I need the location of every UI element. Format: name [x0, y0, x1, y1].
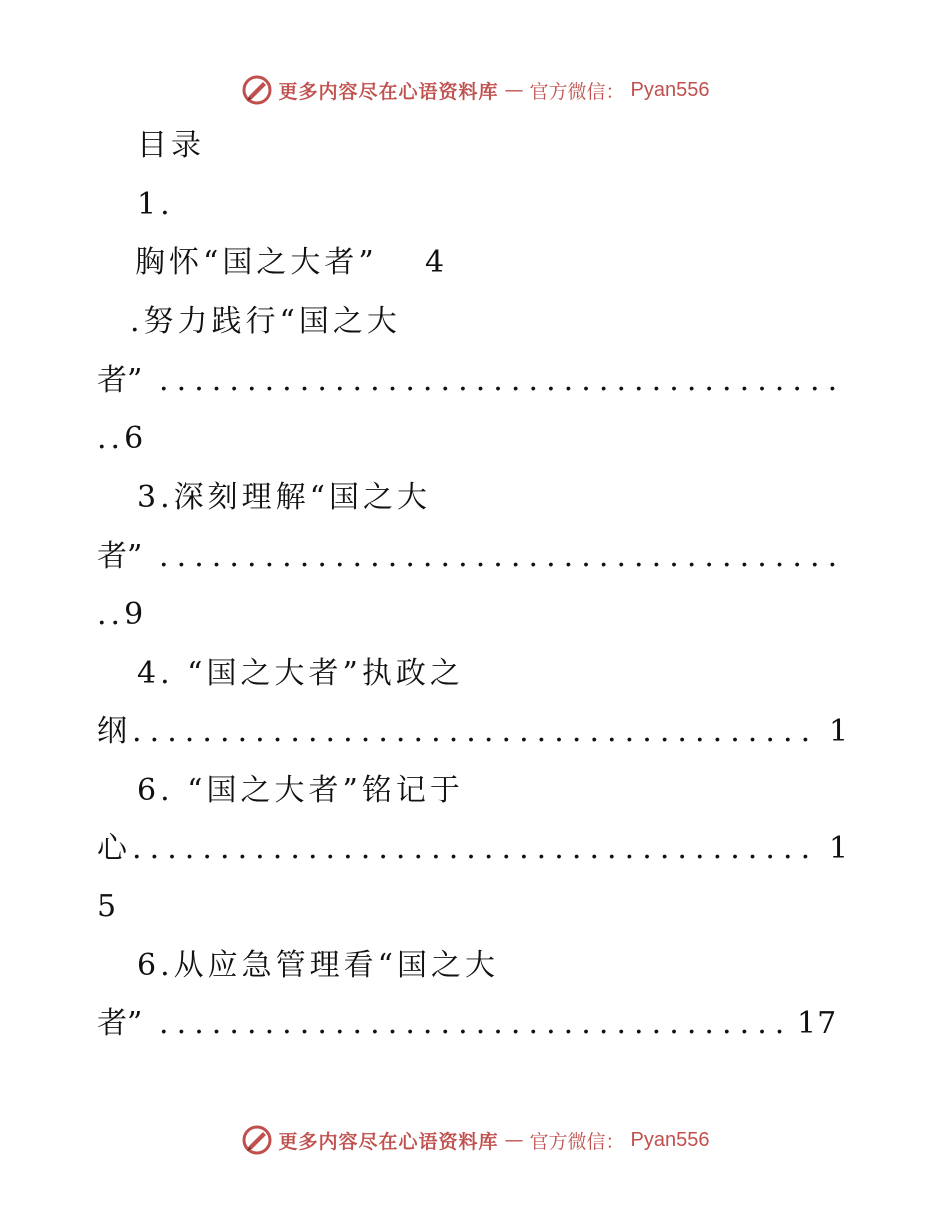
toc-entry-5-number: 6.: [137, 773, 174, 808]
pen-logo-icon: [241, 74, 273, 106]
toc-entry-2-leader-dots: . . . . . . . . . . . . . . . . . . . . . . . . . . . . . . . . . . . . . . .: [159, 363, 838, 398]
toc-entry-6-leader-dots: . . . . . . . . . . . . . . . . . . . . . . . . . . . . . . . . . . . .: [159, 1006, 785, 1041]
toc-entry-5-page-wrap: 5: [97, 889, 117, 924]
toc-entry-6-title-line[interactable]: [137, 946, 499, 986]
toc-entry-4-title: “国之大者”执政之: [187, 656, 464, 691]
toc-entry-6-number: 6.: [137, 948, 174, 983]
toc-entry-5-leader-dots: . . . . . . . . . . . . . . . . . . . . . . . . . . . . . . . . . . . . . . .: [132, 831, 811, 866]
toc-entry-3-title-line[interactable]: [137, 478, 431, 518]
toc-entry-3-page: ..9: [97, 597, 148, 632]
banner-separator: —: [504, 79, 524, 101]
toc-entry-2-title-line[interactable]: [130, 302, 401, 342]
banner-wechat-label: 官方微信：: [529, 80, 625, 103]
banner-wechat-label: 官方微信：: [529, 1130, 625, 1153]
toc-heading: 目录: [137, 128, 205, 163]
header-watermark-banner: [0, 70, 950, 110]
toc-entry-6-page: 17: [797, 1006, 838, 1041]
banner-wechat-id: Pyan556: [630, 78, 710, 101]
banner-separator: —: [504, 1129, 524, 1151]
toc-entry-2-tail: 者”: [97, 363, 143, 398]
toc-entry-6-tail: 者”: [97, 1006, 143, 1041]
toc-entry-3-tail: 者”: [97, 539, 143, 574]
banner-text: 更多内容尽在心语资料库: [278, 80, 499, 103]
toc-entry-5-page: 1: [829, 831, 849, 866]
toc-entry-5-title-line[interactable]: [137, 771, 464, 811]
toc-entry-6-title: 从应急管理看“国之大: [173, 948, 499, 983]
banner-wechat-id: Pyan556: [630, 1128, 710, 1151]
toc-entry-5-title: “国之大者”铭记于: [187, 773, 464, 808]
toc-entry-4-page: 1: [829, 714, 849, 749]
toc-entry-2-number: .: [130, 304, 144, 339]
footer-watermark-banner: [0, 1120, 950, 1160]
toc-entry-1-page: 4: [425, 245, 445, 280]
toc-entry-4-title-line[interactable]: [137, 654, 464, 694]
pen-logo-icon: [241, 1124, 273, 1156]
toc-entry-5-tail: 心: [97, 831, 127, 866]
toc-entry-4-number: 4.: [137, 656, 174, 691]
toc-entry-3-leader-dots: . . . . . . . . . . . . . . . . . . . . . . . . . . . . . . . . . . . . . . .: [159, 539, 838, 574]
toc-entry-3-number: 3.: [137, 480, 174, 515]
toc-entry-4-tail: 纲: [97, 714, 127, 749]
toc-entry-3-title: 深刻理解“国之大: [173, 480, 431, 515]
toc-entry-4-leader-dots: . . . . . . . . . . . . . . . . . . . . . . . . . . . . . . . . . . . . . . .: [132, 714, 811, 749]
toc-entry-1-number: 1.: [137, 187, 174, 222]
banner-text: 更多内容尽在心语资料库: [278, 1130, 499, 1153]
toc-entry-2-page: ..6: [97, 421, 148, 456]
toc-entry-2-title: 努力践行“国之大: [143, 304, 401, 339]
toc-entry-1-title[interactable]: 胸怀“国之大者”: [135, 245, 378, 280]
